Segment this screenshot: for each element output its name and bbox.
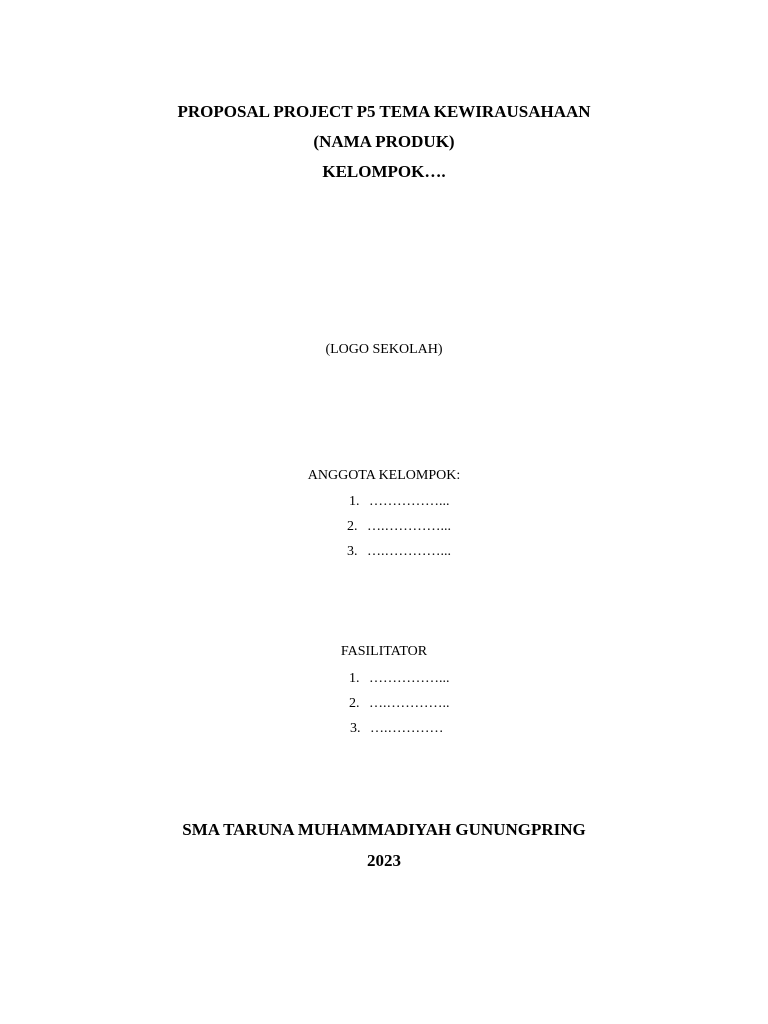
member-number: 3. — [347, 544, 358, 559]
member-number: 2. — [347, 519, 358, 534]
year: 2023 — [367, 851, 401, 870]
facilitator-name: ……………... — [369, 671, 450, 686]
facilitator-number: 2. — [349, 696, 360, 711]
document-title: PROPOSAL PROJECT P5 TEMA KEWIRAUSAHAAN — [177, 102, 591, 121]
product-name-placeholder: (NAMA PRODUK) — [313, 132, 455, 151]
facilitator-item — [349, 696, 450, 712]
facilitator-heading: FASILITATOR — [340, 644, 428, 659]
logo-placeholder: (LOGO SEKOLAH) — [325, 342, 443, 357]
facilitator-item — [349, 671, 450, 687]
member-name: ……………... — [369, 494, 450, 509]
school-name: SMA TARUNA MUHAMMADIYAH GUNUNGPRING — [182, 820, 586, 839]
group-label: KELOMPOK…. — [322, 162, 446, 181]
member-number: 1. — [349, 494, 360, 509]
facilitator-name: ….………… — [370, 721, 444, 736]
facilitator-number: 1. — [349, 671, 360, 686]
facilitator-item — [350, 721, 444, 737]
facilitator-name: ….………….. — [369, 696, 450, 711]
member-item — [349, 494, 450, 510]
facilitator-number: 3. — [350, 721, 361, 736]
member-name: ….…………... — [367, 519, 451, 534]
member-item — [347, 519, 451, 535]
member-name: ….…………... — [367, 544, 451, 559]
member-item — [347, 544, 451, 560]
members-heading: ANGGOTA KELOMPOK: — [307, 468, 461, 483]
